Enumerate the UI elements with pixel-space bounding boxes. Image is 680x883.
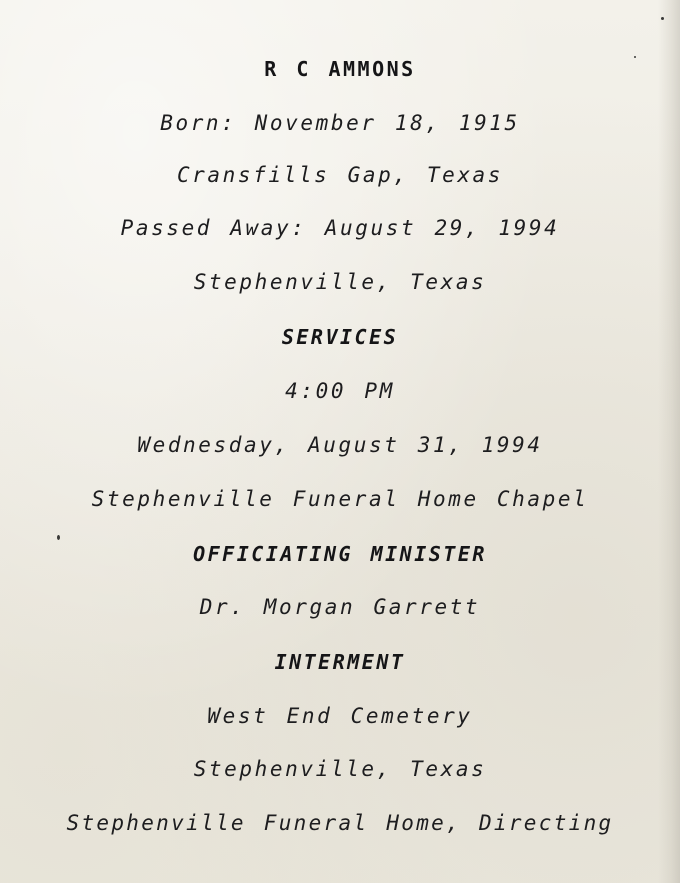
death-date: Passed Away: August 29, 1994: [120, 216, 560, 240]
birth-date: Born: November 18, 1915: [160, 111, 520, 135]
minister-heading: OFFICIATING MINISTER: [193, 542, 487, 566]
cemetery-location: Stephenville, Texas: [193, 757, 487, 781]
deceased-name: R C AMMONS: [264, 57, 416, 81]
interment-heading: INTERMENT: [274, 650, 406, 674]
funeral-home-directing: Stephenville Funeral Home, Directing: [66, 811, 614, 835]
services-heading: SERVICES: [281, 325, 399, 349]
birth-place: Cransfills Gap, Texas: [176, 163, 504, 187]
service-date: Wednesday, August 31, 1994: [137, 433, 543, 457]
paper-speck: [661, 17, 664, 20]
cemetery-name: West End Cemetery: [207, 704, 473, 728]
service-location: Stephenville Funeral Home Chapel: [91, 487, 589, 511]
death-place: Stephenville, Texas: [193, 270, 487, 294]
paper-speck: [57, 535, 60, 540]
minister-name: Dr. Morgan Garrett: [199, 595, 481, 619]
service-time: 4:00 PM: [285, 379, 395, 403]
